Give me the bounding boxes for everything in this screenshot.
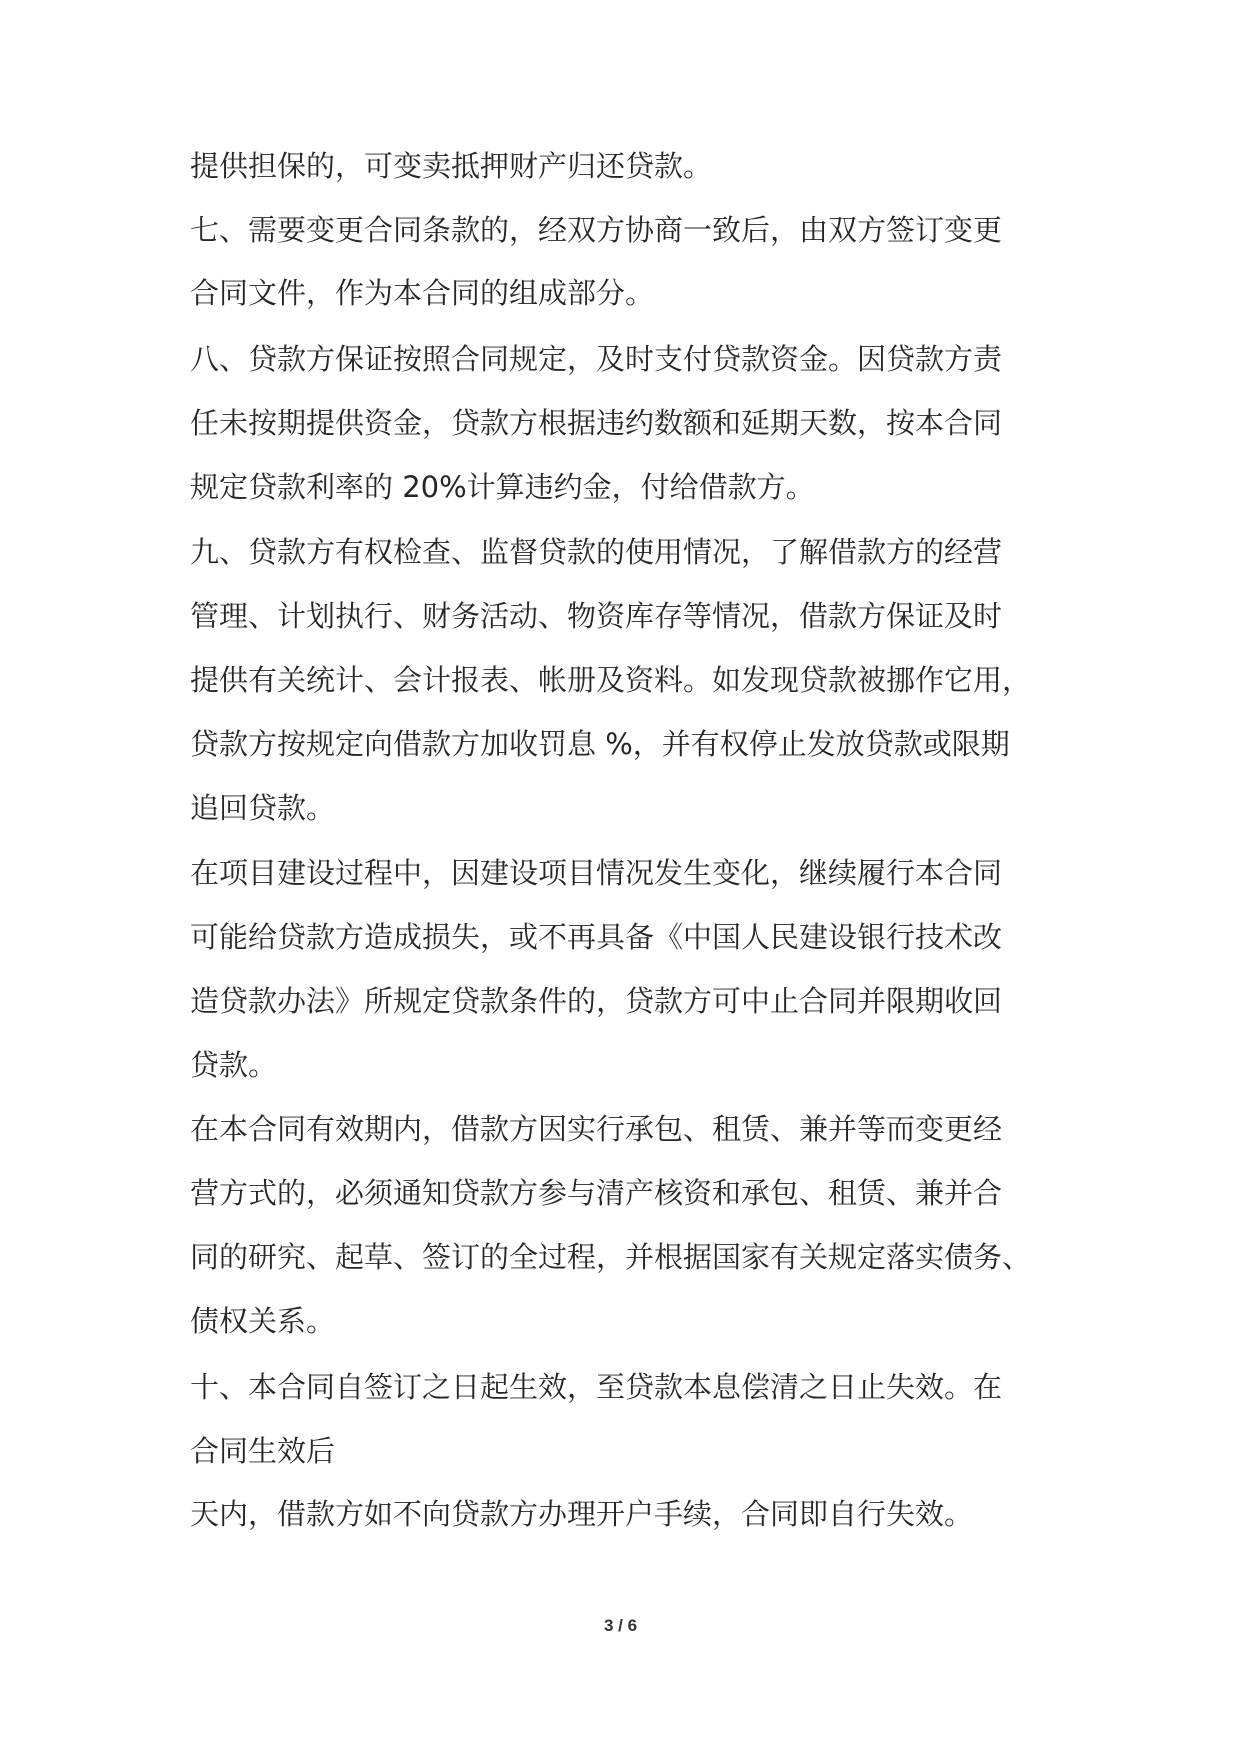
text-line: 同的研究、起草、签订的全过程，并根据国家有关规定落实债务、 [190, 1240, 1032, 1274]
text-line: 十、本合同自签订之日起生效，至贷款本息偿清之日止失效。在 [190, 1370, 1003, 1404]
text-line: 七、需要变更合同条款的，经双方协商一致后，由双方签订变更 [190, 213, 1003, 247]
text-line: 贷款方按规定向借款方加收罚息 %，并有权停止发放贷款或限期 [190, 727, 1010, 761]
text-line: 八、贷款方保证按照合同规定，及时支付贷款资金。因贷款方责 [190, 342, 1003, 376]
text-line: 造贷款办法》所规定贷款条件的，贷款方可中止合同并限期收回 [190, 984, 1003, 1018]
text-line: 贷款。 [190, 1048, 278, 1082]
text-line: 合同生效后 [190, 1434, 336, 1468]
text-line: 可能给贷款方造成损失，或不再具备《中国人民建设银行技术改 [190, 920, 1003, 954]
text-line: 九、贷款方有权检查、监督贷款的使用情况，了解借款方的经营 [190, 535, 1003, 569]
text-line: 规定贷款利率的 20%计算违约金，付给借款方。 [190, 470, 815, 504]
text-line: 在本合同有效期内，借款方因实行承包、租赁、兼并等而变更经 [190, 1112, 1003, 1146]
text-line: 营方式的，必须通知贷款方参与清产核资和承包、租赁、兼并合 [190, 1176, 1003, 1210]
text-line: 任未按期提供资金，贷款方根据违约数额和延期天数，按本合同 [190, 406, 1003, 440]
page-number: 3 / 6 [603, 1616, 638, 1635]
text-line: 管理、计划执行、财务活动、物资库存等情况，借款方保证及时 [190, 599, 1003, 633]
text-line: 天内，借款方如不向贷款方办理开户手续，合同即自行失效。 [190, 1497, 974, 1531]
text-line: 在项目建设过程中，因建设项目情况发生变化，继续履行本合同 [190, 856, 1003, 890]
text-line: 提供有关统计、会计报表、帐册及资料。如发现贷款被挪作它用， [190, 663, 1032, 697]
text-line: 合同文件，作为本合同的组成部分。 [190, 276, 655, 310]
text-line: 提供担保的，可变卖抵押财产归还贷款。 [190, 149, 713, 183]
text-line: 追回贷款。 [190, 791, 336, 825]
text-line: 债权关系。 [190, 1304, 336, 1338]
